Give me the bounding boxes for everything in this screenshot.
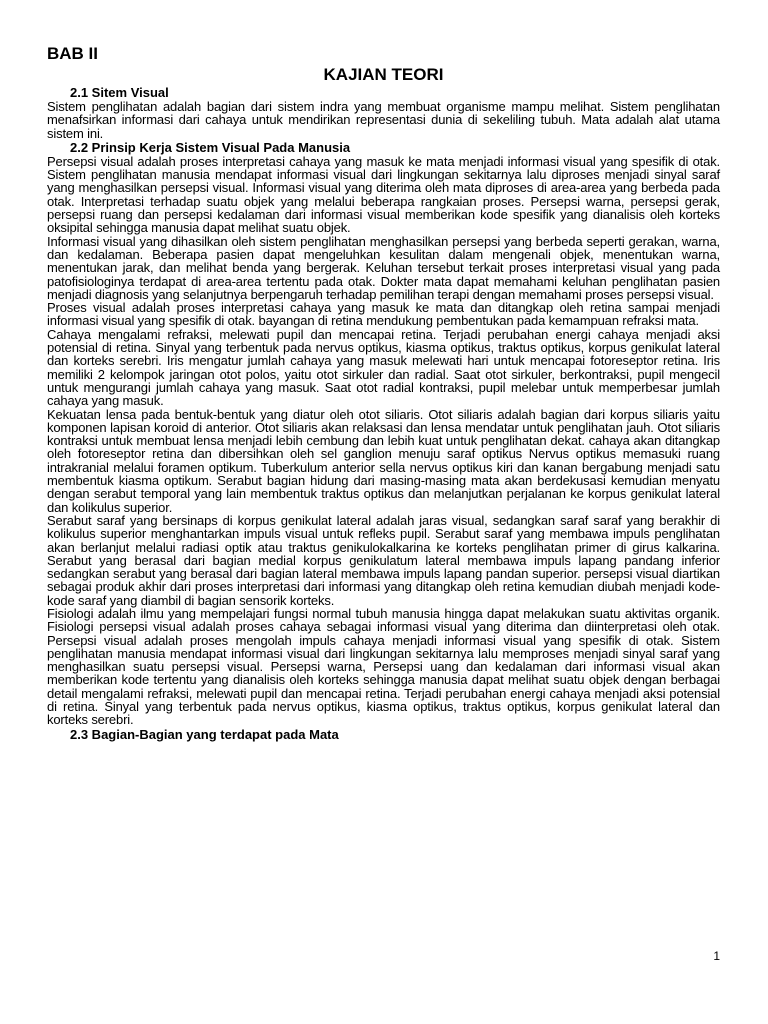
section-heading-2-1: 2.1 Sitem Visual xyxy=(70,85,169,100)
paragraph: Proses visual adalah proses interpretasi cahaya yang masuk ke mata dan ditangkap oleh retina sampai menjadi informasi visual yang spesifik di otak. bayangan di retina mendukung pembentukan pada kemampuan refraksi mata. xyxy=(47,300,720,329)
paragraph: Cahaya mengalami refraksi, melewati pupil dan mencapai retina. Terjadi perubahan energi cahaya menjadi aksi potensial di retina. Sinyal yang terbentuk pada nervus optikus, kiasma optikus, traktus optikus, korpus genikulat lateral dan korteks serebri. Iris mengatur jumlah cahaya yang masuk melewati hari untuk mencapai fotoreseptor retina. Iris memiliki 2 kelompok jaringan otot polos, yaitu otot sirkuler dan radial. Saat otot sirkuler, berkontraksi, pupil mengecil untuk mengurangi jumlah cahaya yang masuk. Saat otot radial kontraksi, pupil melebar untuk memperbesar jumlah cahaya yang masuk. xyxy=(47,326,720,409)
paragraph: Kekuatan lensa pada bentuk-bentuk yang diatur oleh otot siliaris. Otot siliaris adalah bagian dari korpus siliaris yaitu komponen lapisan koroid di anterior. Otot siliaris akan relaksasi dan lensa mendatar untuk penglihatan jauh. Otot siliaris kontraksi untuk membuat lensa menjadi lebih cembung dan lebih kuat untuk penglihatan dekat. cahaya akan ditangkap oleh fotoreseptor retina dan dibersihkan oleh sel ganglion menuju saraf optikus Nervus optikus memasuki ruang intrakranial melalui foramen optikum. Tuberkulum anterior sella nervus optikus kiri dan kanan bergabung menjadi satu membentuk kiasma optikum. Serabut bagian hidung dari masing-masing mata akan berdekusasi kemudian menyatu dengan serabut temporal yang lain membentuk traktus optikus dan melanjutkan perjalanan ke korpus genikulat lateral dan kolikulus superior. xyxy=(47,406,720,515)
document-page xyxy=(47,44,720,742)
page-title: KAJIAN TEORI xyxy=(323,65,444,84)
chapter-label: BAB II xyxy=(47,44,98,63)
paragraph: Persepsi visual adalah proses interpretasi cahaya yang masuk ke mata menjadi informasi visual yang spesifik di otak. Sistem penglihatan manusia mendapat informasi visual dari lingkungan sekitarnya lalu diproses menjadi sinyal saraf yang menghasilkan persepsi visual. Informasi visual yang diterima oleh mata diproses di area-area yang berbeda pada otak. Interpretasi terhadap suatu objek yang melalui beberapa rangkaian proses. Persepsi warna, persepsi gerak, persepsi ruang dan persepsi kedalaman dari informasi visual memberikan kode spesifik yang dianalisis oleh korteks oksipital sehingga manusia dapat melihat suatu objek. xyxy=(47,153,720,236)
paragraph: Sistem penglihatan adalah bagian dari sistem indra yang membuat organisme mampu melihat. Sistem penglihatan menafsirkan informasi dari cahaya untuk mendirikan representasi dunia di sekeliling tubuh. Mata adalah alat utama sistem ini. xyxy=(47,99,720,141)
paragraph: Serabut saraf yang bersinaps di korpus genikulat lateral adalah jaras visual, sedangkan saraf saraf yang berakhir di kolikulus superior menghantarkan impuls visual untuk refleks pupil. Serabut saraf yang membawa impuls penglihatan akan berlanjut melalui radiasi optik atau traktus genikulokalkarina ke korteks penglihatan primer di girus kalkarina. Serabut yang berasal dari bagian medial korpus genikulatum lateral membawa impuls lapang pandang inferior sedangkan serabut yang berasal dari bagian lateral membawa impuls lapang pandan superior. persepsi visual diartikan sebagai produk akhir dari proses interpretasi dari informasi yang ditangkap oleh retina kemudian diubah menjadi kode-kode saraf yang diambil di bagian sensorik korteks. xyxy=(47,512,720,608)
section-heading-2-3: 2.3 Bagian-Bagian yang terdapat pada Mata xyxy=(70,726,339,742)
paragraph: Informasi visual yang dihasilkan oleh sistem penglihatan menghasilkan persepsi yang berbeda seperti gerakan, warna, dan kedalaman. Beberapa pasien dapat mengeluhkan kesulitan dalam mengenali objek, menentukan warna, menentukan jarak, dan melihat benda yang bergerak. Keluhan tersebut terkait proses interpretasi visual yang pada patofisiologinya terdapat di area-area tertentu pada otak. Dokter mata dapat memahami keluhan penglihatan pasien menjadi diagnosis yang selanjutnya berpengaruh terhadap pemilihan terapi dengan memahami proses persepsi visual. xyxy=(47,233,720,302)
paragraph: Fisiologi adalah ilmu yang mempelajari fungsi normal tubuh manusia hingga dapat melakukan suatu aktivitas organik. Fisiologi persepsi visual adalah proses cahaya sebagai informasi visual yang diterima dan diinterpretasi oleh otak. Persepsi visual adalah proses mengolah impuls cahaya menjadi informasi visual yang spesifik di otak. Sistem penglihatan manusia mendapat informasi visual dari lingkungan sekitarnya lalu memproses menjadi sinyal saraf yang menghasilkan suatu persepsi visual. Persepsi warna, Persepsi uang dan kedalaman dari informasi visual akan memberikan kode tertentu yang dianalisis oleh korteks sehingga manusia dapat melihat suatu objek dengan berbagai detail mengalami refraksi, melewati pupil dan mencapai retina. Terjadi perubahan energi cahaya menjadi aksi potensial di retina. Sinyal yang terbentuk pada nervus optikus, kiasma optikus, traktus optikus, korpus genikulat lateral dan korteks serebri. xyxy=(47,605,720,728)
page-number: 1 xyxy=(713,949,720,963)
section-heading-2-2: 2.2 Prinsip Kerja Sistem Visual Pada Manusia xyxy=(70,139,351,155)
